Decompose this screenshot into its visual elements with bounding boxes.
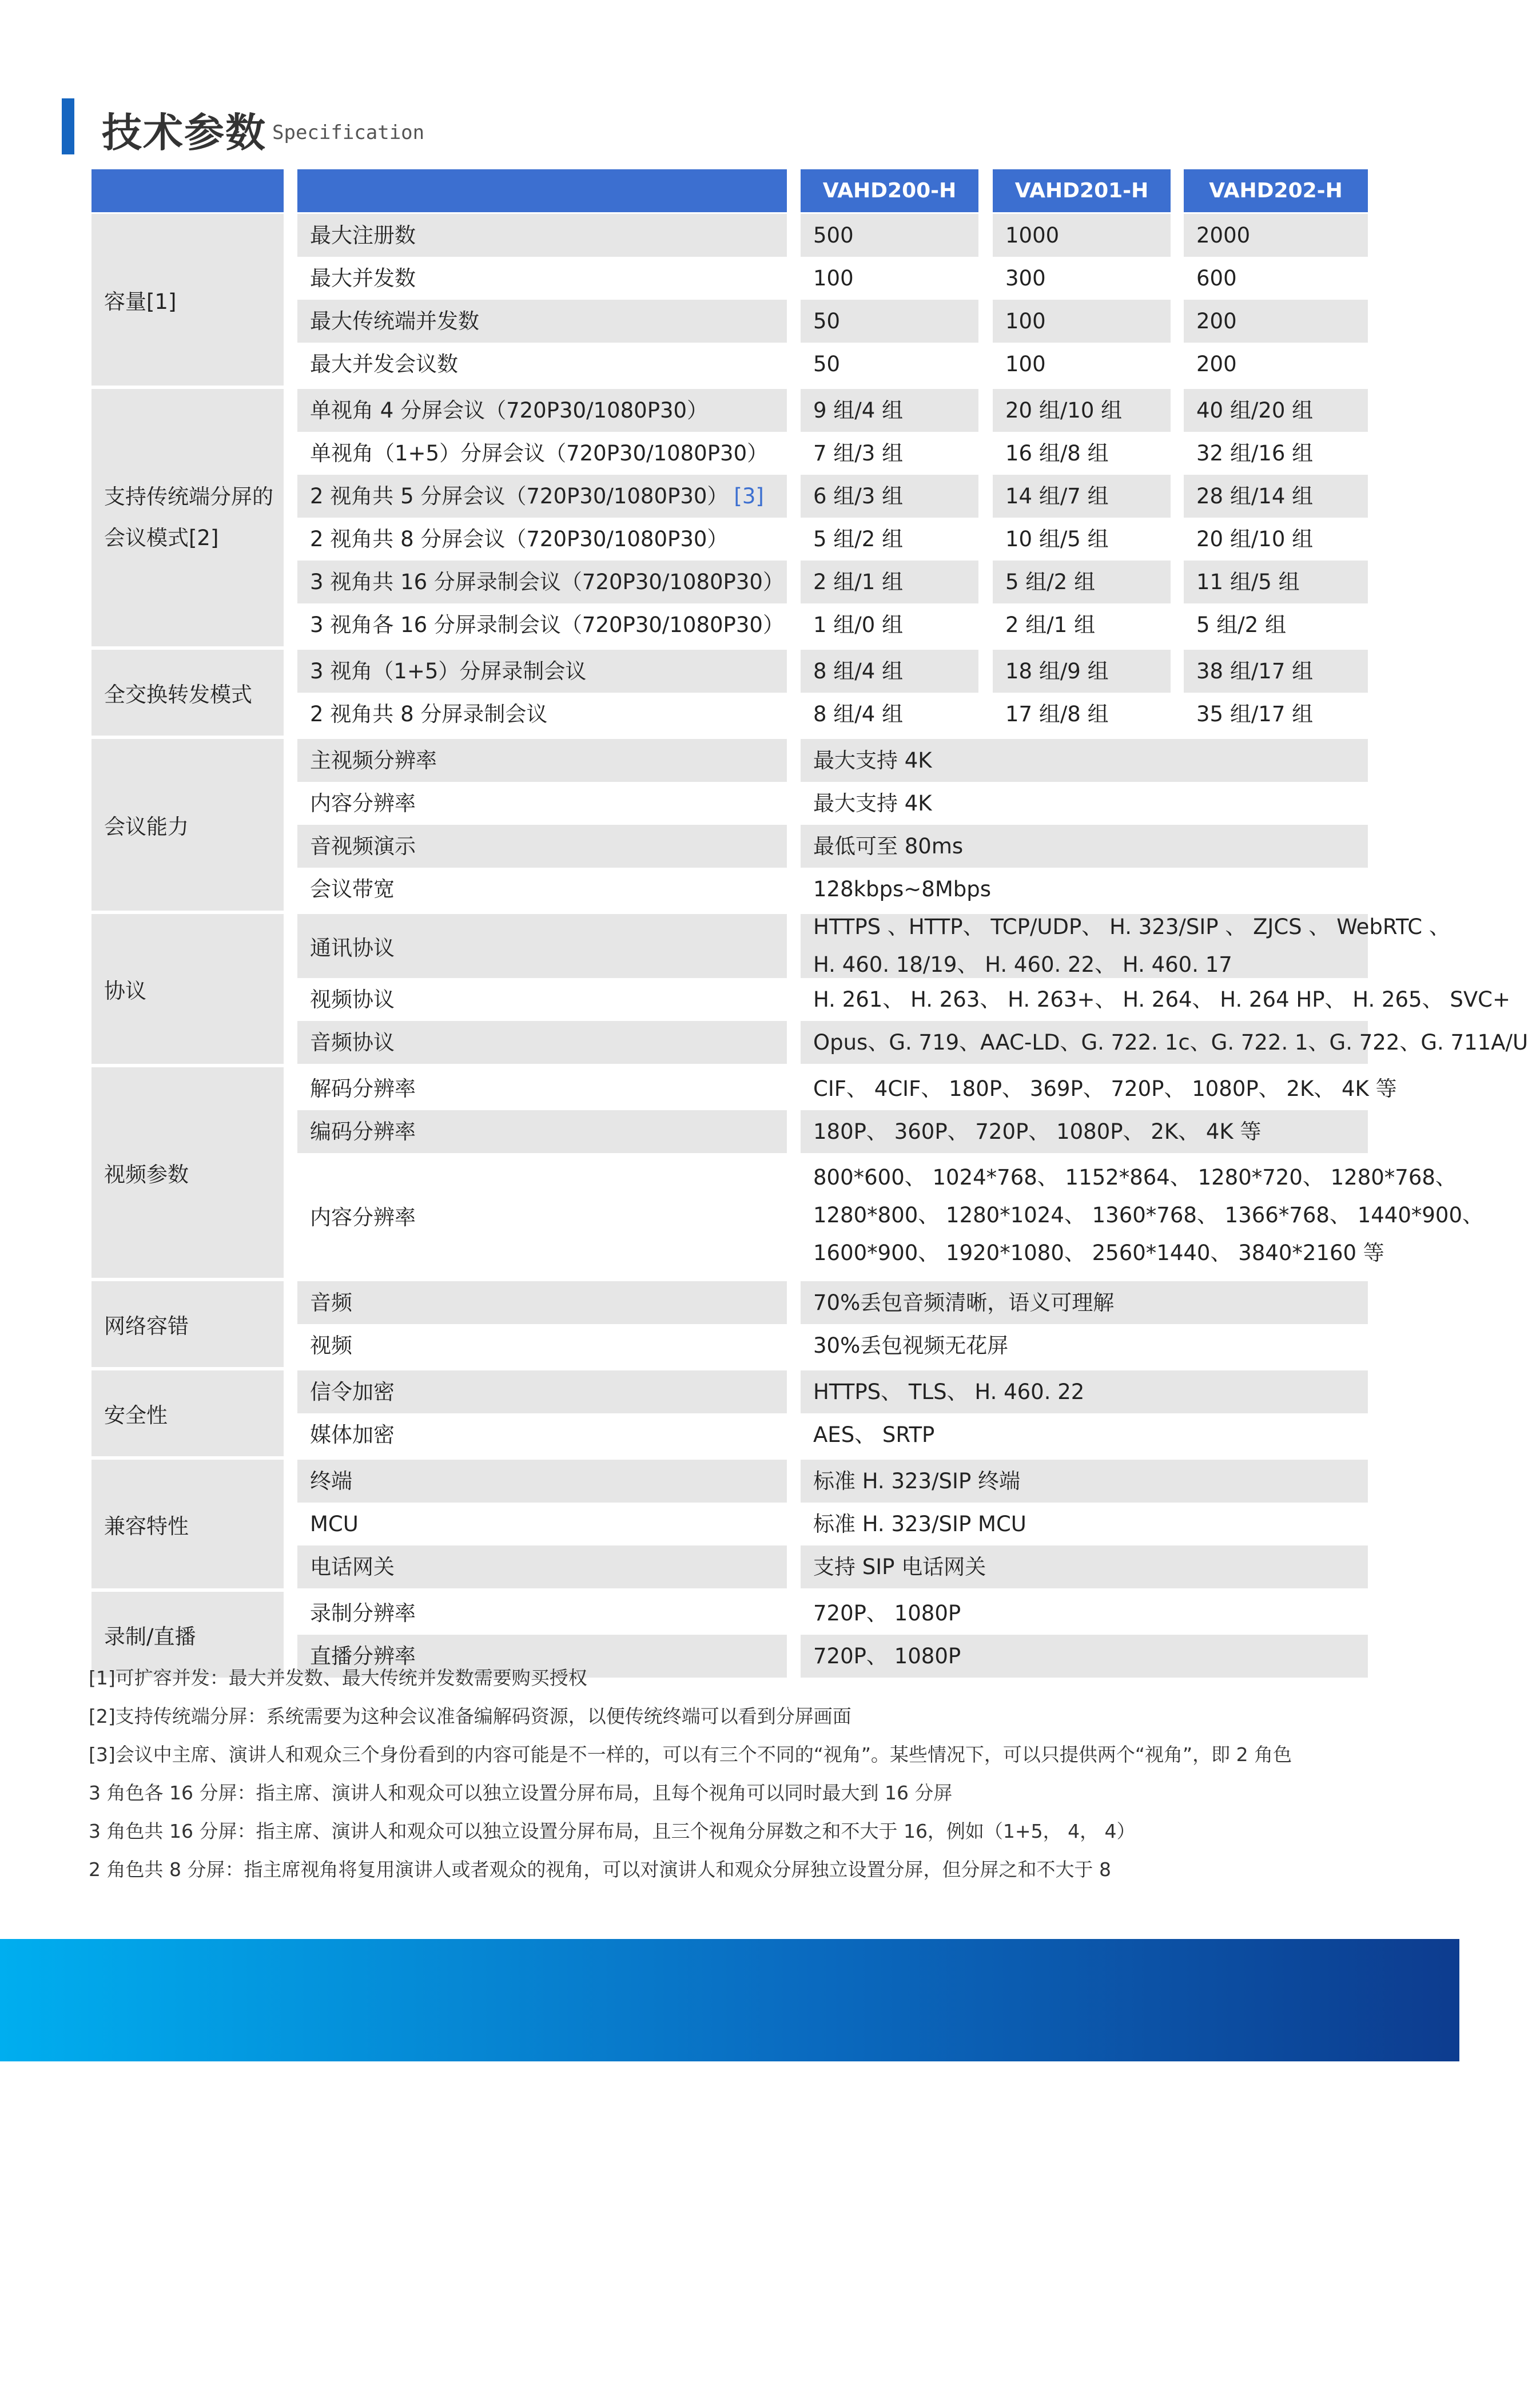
table-group	[91, 914, 1528, 1064]
row-item-text: 内容分辨率	[310, 1205, 416, 1230]
row-value-cell: 70%丢包音频清晰，语义可理解	[801, 1281, 1368, 1324]
group-label-text: 视频参数	[104, 1162, 189, 1187]
row-item-label	[297, 300, 787, 343]
row-item-label	[297, 214, 787, 257]
row-item-label	[297, 1503, 787, 1545]
row-item-text: 主视频分辨率	[310, 748, 437, 773]
row-value-cell: 9 组/4 组	[801, 389, 978, 432]
row-value-cell: 720P、 1080P	[801, 1635, 1368, 1678]
row-item-label	[297, 978, 787, 1021]
value-line: 1280*800、 1280*1024、 1360*768、 1366*768、 1440*900、	[813, 1203, 1484, 1227]
table-group	[91, 1067, 1484, 1278]
footnote-line: [1]可扩容并发：最大并发数、最大传统并发数需要购买授权	[89, 1667, 587, 1689]
row-value-cell: 720P、 1080P	[813, 1601, 961, 1626]
row-item-text: 信令加密	[310, 1380, 395, 1404]
row-value-cell: 2 组/1 组	[1005, 613, 1096, 637]
row-item-text: 3 视角各 16 分屏录制会议（720P30/1080P30）	[310, 613, 784, 637]
value-line: H. 460. 18/19、 H. 460. 22、 H. 460. 17	[813, 952, 1232, 977]
row-value-cell: 180P、 360P、 720P、 1080P、 2K、 4K 等	[801, 1110, 1368, 1153]
row-value-cell: 6 组/3 组	[801, 475, 978, 518]
row-value-cell: 14 组/7 组	[993, 475, 1171, 518]
row-value-cell	[801, 1153, 1484, 1278]
group-category-label	[91, 739, 284, 911]
row-item-text: 最大并发会议数	[310, 352, 458, 376]
group-label-text: 会议能力	[104, 814, 189, 839]
row-item-text: 内容分辨率	[310, 791, 416, 816]
row-value-cell: 最大支持 4K	[813, 791, 932, 816]
row-item-text: 视频协议	[310, 987, 395, 1012]
row-value-cell: 32 组/16 组	[1196, 441, 1314, 466]
row-item-label	[297, 825, 787, 868]
row-value-cell: 40 组/20 组	[1184, 389, 1368, 432]
row-item-text: 录制分辨率	[310, 1601, 416, 1626]
row-value-cell: 2 组/1 组	[801, 561, 978, 603]
row-item-text: 最大注册数	[310, 223, 416, 248]
row-value-cell: CIF、 4CIF、 180P、 369P、 720P、 1080P、 2K、 4K 等	[813, 1076, 1397, 1101]
row-item-label	[297, 518, 787, 561]
row-value-cell: 300	[1005, 266, 1046, 291]
group-label-text	[104, 476, 273, 559]
row-item-label	[297, 1413, 787, 1456]
row-value-cell: HTTPS、 TLS、 H. 460. 22	[801, 1370, 1368, 1413]
value-line: 1600*900、 1920*1080、 2560*1440、 3840*2160 等	[813, 1241, 1384, 1265]
row-item-label	[297, 739, 787, 782]
row-item-label	[297, 603, 787, 646]
row-item-text: 视频	[310, 1333, 352, 1358]
row-value-cell: 17 组/8 组	[1005, 702, 1109, 726]
row-value-cell: 30%丢包视频无花屏	[813, 1333, 1009, 1358]
group-label-text: 全交换转发模式	[104, 682, 252, 707]
row-item-text: 单视角（1+5）分屏会议（720P30/1080P30）	[310, 441, 769, 466]
header-item-cell	[297, 169, 787, 212]
row-value-cell: 8 组/4 组	[801, 650, 978, 693]
row-item-label	[297, 1545, 787, 1588]
row-item-text: 电话网关	[310, 1555, 395, 1579]
row-item-text: 音频	[310, 1290, 352, 1315]
row-value-cell: 16 组/8 组	[1005, 441, 1109, 466]
row-value-cell: 500	[801, 214, 978, 257]
section-title: 技术参数	[102, 109, 266, 156]
row-item-label	[297, 1067, 787, 1110]
row-value-cell: 2000	[1184, 214, 1368, 257]
row-item-label	[297, 693, 787, 736]
row-value-cell: 50	[801, 300, 978, 343]
row-value-cell: 最低可至 80ms	[801, 825, 1368, 868]
column-header-model: VAHD202-H	[1184, 169, 1368, 212]
row-item-text: 会议带宽	[310, 877, 395, 901]
row-value-cell: 1 组/0 组	[813, 613, 904, 637]
row-value-cell: 标准 H. 323/SIP MCU	[813, 1512, 1026, 1536]
group-category-label	[91, 914, 284, 1064]
heading-accent-bar	[62, 98, 74, 154]
row-item-text: 音视频演示	[310, 834, 416, 859]
row-value-cell: 128kbps~8Mbps	[813, 877, 992, 901]
row-value-cell: 11 组/5 组	[1184, 561, 1368, 603]
group-category-label	[91, 650, 284, 736]
row-item-label	[297, 257, 787, 300]
row-item-text: 直播分辨率	[310, 1644, 416, 1668]
table-group	[91, 1281, 1368, 1367]
row-value-cell: 5 组/2 组	[813, 527, 904, 551]
row-value-cell: 200	[1184, 300, 1368, 343]
row-item-text: 最大并发数	[310, 266, 416, 291]
row-item-text: 媒体加密	[310, 1422, 395, 1447]
row-item-label	[297, 914, 787, 978]
row-value-cell: 8 组/4 组	[813, 702, 904, 726]
row-item-label	[297, 475, 787, 518]
row-item-text: 单视角 4 分屏会议（720P30/1080P30）	[310, 398, 709, 423]
table-group	[91, 1460, 1368, 1588]
footer-band	[0, 1939, 1459, 2061]
group-category-label	[91, 1281, 284, 1367]
row-item-text: 最大传统端并发数	[310, 309, 479, 333]
group-label-text: 协议	[104, 979, 146, 1003]
group-category-label	[91, 1370, 284, 1456]
row-item-text: 2 视角共 5 分屏会议（720P30/1080P30）	[310, 484, 729, 508]
value-line: 800*600、 1024*768、 1152*864、 1280*720、 1280*768、	[813, 1165, 1457, 1190]
row-value-cell: 38 组/17 组	[1184, 650, 1368, 693]
row-item-text: 通讯协议	[310, 936, 395, 960]
header-category-cell	[91, 169, 284, 212]
row-value-cell: 28 组/14 组	[1184, 475, 1368, 518]
group-category-label	[91, 389, 284, 646]
section-heading	[62, 98, 576, 154]
row-item-text: 3 视角（1+5）分屏录制会议	[310, 659, 587, 684]
row-item-text: 3 视角共 16 分屏录制会议（720P30/1080P30）	[310, 570, 784, 594]
table-group	[91, 1370, 1368, 1456]
row-value-cell: 100	[993, 300, 1171, 343]
row-item-label	[297, 561, 787, 603]
row-value-cell: 10 组/5 组	[1005, 527, 1109, 551]
row-item-label	[297, 1153, 787, 1278]
group-category-label	[91, 1067, 284, 1278]
row-value-cell: 35 组/17 组	[1196, 702, 1314, 726]
row-value-cell: 20 组/10 组	[993, 389, 1171, 432]
group-label-text: 容量[1]	[104, 289, 177, 314]
row-item-label	[297, 1370, 787, 1413]
row-item-label	[297, 1592, 787, 1635]
footnote-line: 2 角色共 8 分屏：指主席视角将复用演讲人或者观众的视角，可以对演讲人和观众分屏独立设置分屏，但分屏之和不大于 8	[89, 1858, 1111, 1881]
row-value-cell: 5 组/2 组	[993, 561, 1171, 603]
row-value-cell: 20 组/10 组	[1196, 527, 1314, 551]
group-category-label	[91, 214, 284, 386]
footnote-ref-link[interactable]: [3]	[734, 484, 764, 508]
group-label-text: 录制/直播	[104, 1624, 196, 1649]
group-label-line: 会议模式[2]	[104, 526, 219, 550]
row-item-label	[297, 1021, 787, 1064]
table-group	[91, 739, 1368, 911]
section-subtitle: Specification	[272, 121, 425, 144]
row-item-label	[297, 868, 787, 911]
row-item-label	[297, 1324, 787, 1367]
row-item-label	[297, 1281, 787, 1324]
row-item-text: 编码分辨率	[310, 1119, 416, 1144]
row-value-cell: 100	[813, 266, 854, 291]
row-item-text: 2 视角共 8 分屏录制会议	[310, 702, 548, 726]
footnote-line: 3 角色共 16 分屏：指主席、演讲人和观众可以独立设置分屏布局，且三个视角分屏数之和不大于 16，例如（1+5， 4， 4）	[89, 1820, 1136, 1842]
footnotes	[89, 1659, 1404, 1889]
spec-table	[91, 169, 1528, 1681]
group-label-text: 安全性	[104, 1403, 168, 1428]
row-value-cell	[801, 914, 1450, 978]
row-value-cell: 100	[1005, 352, 1046, 376]
row-item-label	[297, 650, 787, 693]
row-value-cell: 18 组/9 组	[993, 650, 1171, 693]
row-item-label	[297, 343, 787, 386]
row-value-cell: 1000	[993, 214, 1171, 257]
row-item-text: 2 视角共 8 分屏会议（720P30/1080P30）	[310, 527, 729, 551]
footnote-line: [2]支持传统端分屏：系统需要为这种会议准备编解码资源，以便传统终端可以看到分屏画面	[89, 1705, 851, 1727]
footnote-line: [3]会议中主席、演讲人和观众三个身份看到的内容可能是不一样的，可以有三个不同的“视角”。某些情况下，可以只提供两个“视角”，即 2 角色	[89, 1743, 1292, 1766]
row-value-cell: 5 组/2 组	[1196, 613, 1287, 637]
row-value-cell: 600	[1196, 266, 1237, 291]
row-item-label	[297, 1460, 787, 1503]
table-group	[91, 214, 1368, 386]
row-value-cell: 7 组/3 组	[813, 441, 904, 466]
row-value-cell: 50	[813, 352, 841, 376]
row-value-cell: H. 261、 H. 263、 H. 263+、 H. 264、 H. 264 HP、 H. 265、 SVC+	[813, 987, 1510, 1012]
group-label-text: 网络容错	[104, 1314, 189, 1338]
row-item-text: 终端	[310, 1469, 352, 1493]
row-value-cell: 支持 SIP 电话网关	[801, 1545, 1368, 1588]
group-label-text: 兼容特性	[104, 1513, 189, 1539]
row-value-cell: AES、 SRTP	[813, 1422, 935, 1447]
table-group	[91, 650, 1368, 736]
row-value-cell: 200	[1196, 352, 1237, 376]
footnote-line: 3 角色各 16 分屏：指主席、演讲人和观众可以独立设置分屏布局，且每个视角可以同时最大到 16 分屏	[89, 1782, 953, 1804]
group-label-line: 支持传统端分屏的	[104, 484, 273, 509]
table-group	[91, 389, 1368, 646]
row-item-text: 解码分辨率	[310, 1076, 416, 1101]
row-item-text: MCU	[310, 1512, 359, 1536]
row-item-label	[297, 389, 787, 432]
row-item-text: 音频协议	[310, 1030, 395, 1055]
row-value-cell: 最大支持 4K	[801, 739, 1368, 782]
row-item-label	[297, 782, 787, 825]
column-header-model: VAHD200-H	[801, 169, 978, 212]
value-line: HTTPS 、HTTP、 TCP/UDP、 H. 323/SIP 、 ZJCS 、 WebRTC 、	[813, 915, 1450, 939]
row-item-label	[297, 432, 787, 475]
column-header-model: VAHD201-H	[993, 169, 1171, 212]
row-value-cell: 标准 H. 323/SIP 终端	[801, 1460, 1368, 1503]
group-category-label	[91, 1460, 284, 1588]
row-item-label	[297, 1110, 787, 1153]
table-header-row	[91, 169, 1368, 212]
row-value-cell: Opus、G. 719、AAC-LD、G. 722. 1c、G. 722. 1、G. 722、G. 711A/U	[801, 1021, 1368, 1064]
